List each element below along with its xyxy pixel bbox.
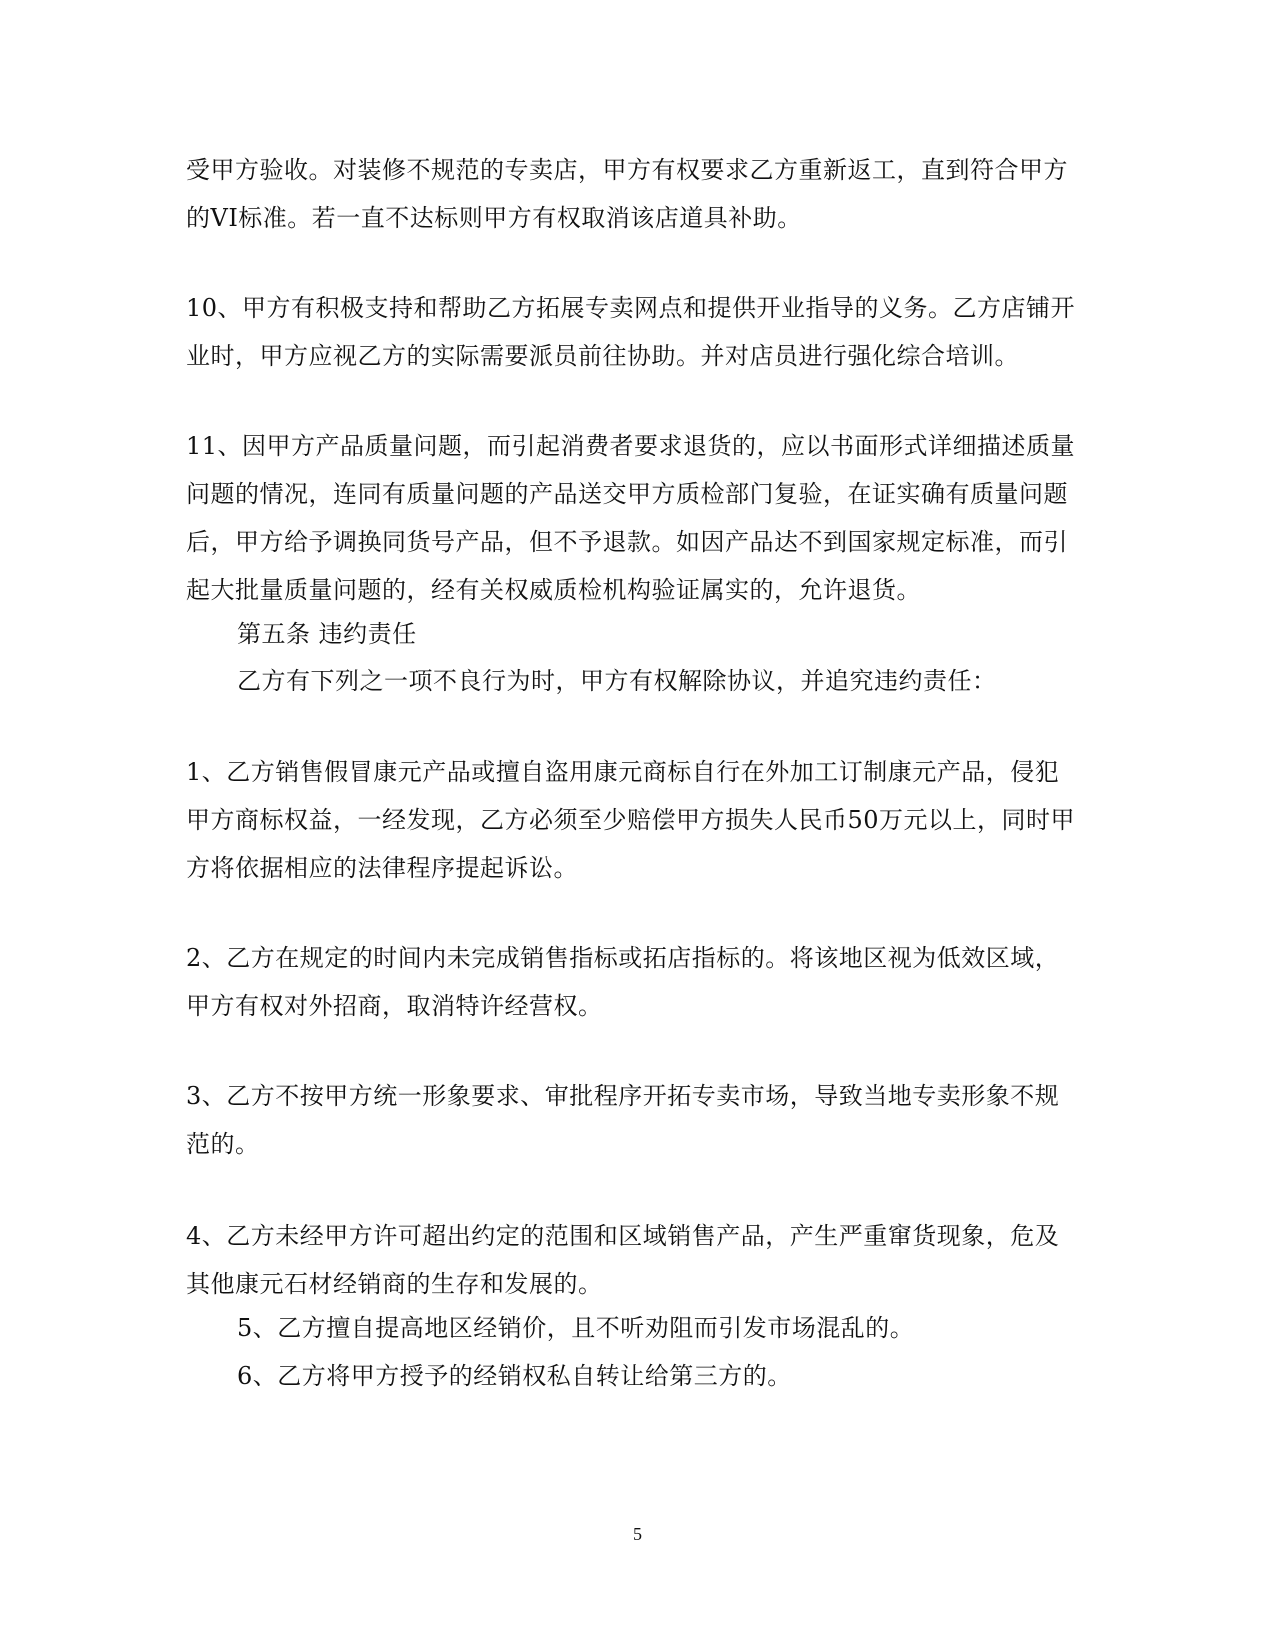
paragraph-breach-6: [237, 1352, 1137, 1400]
paragraph-breach-1: [186, 748, 1086, 892]
text-line: 11、因甲方产品质量问题，而引起消费者要求退货的，应以书面形式详细描述质量: [186, 432, 1076, 460]
text-line: 5、乙方擅自提高地区经销价，且不听劝阻而引发市场混乱的。: [237, 1314, 915, 1342]
text-line: 4、乙方未经甲方许可超出约定的范围和区域销售产品，产生严重窜货现象，危及: [186, 1222, 1060, 1250]
text-line: 10、甲方有积极支持和帮助乙方拓展专卖网点和提供开业指导的义务。乙方店铺开: [186, 294, 1076, 322]
text-line: 业时，甲方应视乙方的实际需要派员前往协助。并对店员进行强化综合培训。: [186, 342, 1019, 370]
paragraph-breach-4: [186, 1212, 1086, 1308]
text-line: 3、乙方不按甲方统一形象要求、审批程序开拓专卖市场，导致当地专卖形象不规: [186, 1082, 1060, 1110]
text-line: 其他康元石材经销商的生存和发展的。: [186, 1270, 603, 1298]
text-line: 第五条 违约责任: [237, 620, 417, 648]
paragraph-breach-3: [186, 1072, 1086, 1168]
text-line: 受甲方验收。对装修不规范的专卖店，甲方有权要求乙方重新返工，直到符合甲方: [186, 156, 1068, 184]
text-line: 6、乙方将甲方授予的经销权私自转让给第三方的。: [237, 1362, 792, 1390]
section-heading-article-5: [237, 610, 1137, 658]
text-line: 方将依据相应的法律程序提起诉讼。: [186, 854, 578, 882]
paragraph-vi-standard: [186, 146, 1086, 242]
text-line: 起大批量质量问题的，经有关权威质检机构验证属实的，允许退货。: [186, 576, 921, 604]
text-line: 问题的情况，连同有质量问题的产品送交甲方质检部门复验，在证实确有质量问题: [186, 480, 1068, 508]
paragraph-breach-intro: [237, 657, 1137, 705]
paragraph-breach-5: [237, 1304, 1137, 1352]
text-line: 甲方有权对外招商，取消特许经营权。: [186, 992, 603, 1020]
text-line: 的VI标准。若一直不达标则甲方有权取消该店道具补助。: [186, 204, 802, 232]
text-line: 1、乙方销售假冒康元产品或擅自盗用康元商标自行在外加工订制康元产品，侵犯: [186, 758, 1060, 786]
text-line: 范的。: [186, 1130, 260, 1158]
paragraph-clause-11: [186, 422, 1086, 614]
page-number: 5: [633, 1524, 642, 1544]
text-line: 乙方有下列之一项不良行为时，甲方有权解除协议，并追究违约责任：: [237, 667, 997, 695]
text-line: 后，甲方给予调换同货号产品，但不予退款。如因产品达不到国家规定标准，而引: [186, 528, 1068, 556]
paragraph-breach-2: [186, 934, 1086, 1030]
text-line: 2、乙方在规定的时间内未完成销售指标或拓店指标的。将该地区视为低效区域，: [186, 944, 1060, 972]
text-line: 甲方商标权益，一经发现，乙方必须至少赔偿甲方损失人民币50万元以上，同时甲: [186, 806, 1076, 834]
paragraph-clause-10: [186, 284, 1086, 380]
